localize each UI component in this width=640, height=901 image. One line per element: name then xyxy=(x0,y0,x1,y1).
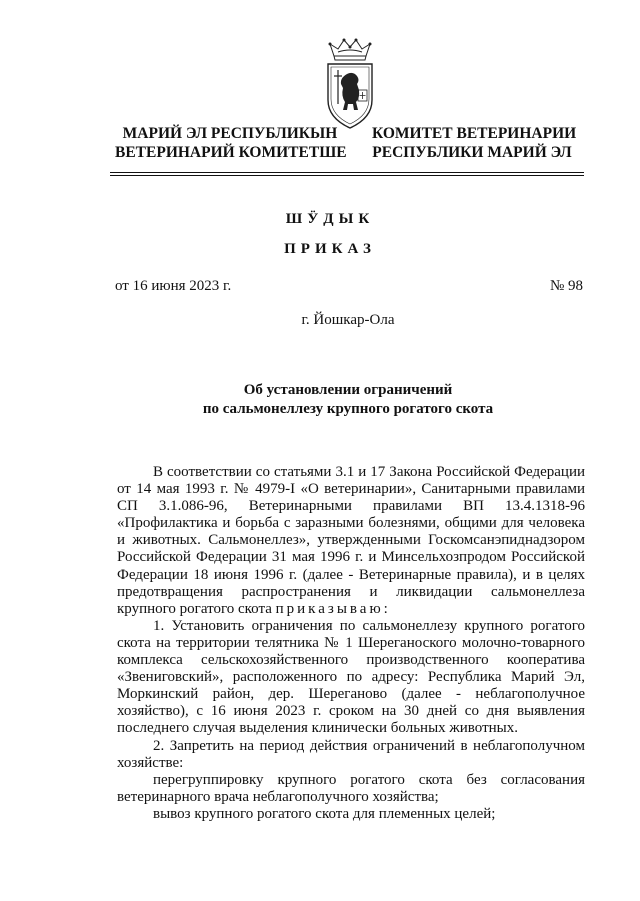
org-name-russian-line1: КОМИТЕТ ВЕТЕРИНАРИИ xyxy=(372,125,577,142)
document-type-mari: ШӰДЫК xyxy=(285,211,375,227)
body-paragraph-clause-2-item-2: вывоз крупного рогатого скота для племенных целей; xyxy=(153,805,496,822)
org-name-mari xyxy=(115,124,345,162)
org-name-mari-line1: МАРИЙ ЭЛ РЕСПУБЛИКЫН xyxy=(122,125,338,142)
header-divider-bottom xyxy=(110,175,584,176)
document-body xyxy=(117,464,585,823)
document-date: от 16 июня 2023 г. xyxy=(115,278,232,294)
document-type-russian: ПРИКАЗ xyxy=(284,241,376,257)
preamble-text: В соответствии со статьями 3.1 и 17 Закона Российской Федерации от 14 мая 1993 г. № 4979-I «О ветеринарии», Санитарными правилами СП 3.1.086-96, Ветеринарными правилами ВП 13.4.1318-96 «Профилактика и борьба с заразными болезнями, общими для человека и животных. Сальмонеллез», утвержденными Госкомсанэпиднадзором Российской Федерации 31 мая 1996 г. и Минсельхозпродом Российской Федерации 18 июня 1996 г. (далее - Ветеринарные правила), и в целях предотвращения распространения и ликвидации сальмонеллеза крупного рогатого скота xyxy=(117,464,585,617)
org-name-russian xyxy=(372,124,577,162)
body-paragraph-preamble xyxy=(117,464,585,618)
coat-of-arms-emblem xyxy=(320,38,380,130)
document-title-line2: по сальмонеллезу крупного рогатого скота xyxy=(202,401,494,417)
header-divider-top xyxy=(110,172,584,173)
org-name-russian-line2: РЕСПУБЛИКИ МАРИЙ ЭЛ xyxy=(372,144,572,161)
order-keyword: приказываю: xyxy=(275,600,391,617)
body-paragraph-clause-2: 2. Запретить на период действия ограничений в неблагополучном хозяйстве: xyxy=(117,737,585,771)
document-title-line1: Об установлении ограничений xyxy=(243,382,453,398)
document-title xyxy=(0,381,640,419)
document-city: г. Йошкар-Ола xyxy=(301,312,395,328)
org-name-mari-line2: ВЕТЕРИНАРИЙ КОМИТЕТШЕ xyxy=(115,144,347,161)
document-number: № 98 xyxy=(549,278,583,294)
body-paragraph-clause-2-item-1: перегруппировку крупного рогатого скота без согласования ветеринарного врача неблагополучного хозяйства; xyxy=(117,771,585,805)
body-paragraph-clause-1: 1. Установить ограничения по сальмонеллезу крупного рогатого скота на территории телятника № 1 Шереганоского молочно-товарного комплекса сельскохозяйственного производственного кооператива «Звениговский», расположенного по адресу: Республика Марий Эл, Моркинский район, дер. Шереганово (далее - неблагополучное хозяйство), с 16 июня 2023 г. сроком на 30 дней со дня выявления последнего случая выделения клинически больных животных. xyxy=(117,617,585,737)
